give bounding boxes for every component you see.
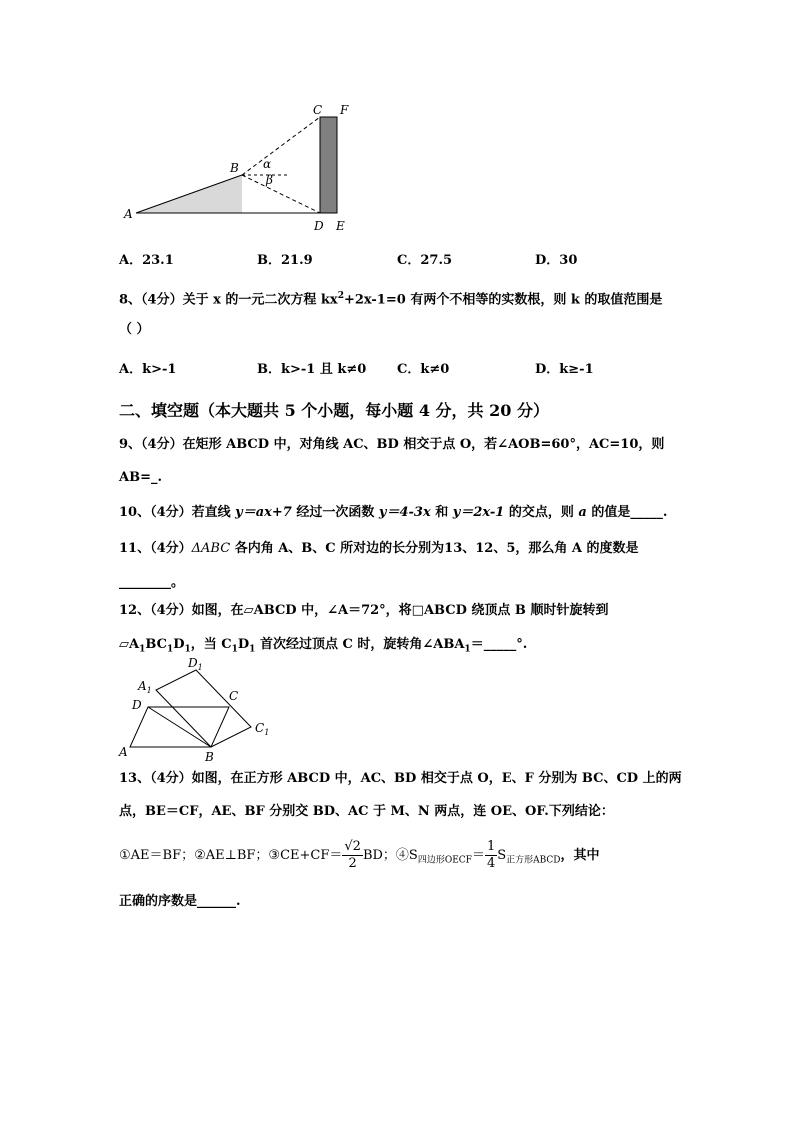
figure-q7-diagram [118, 100, 368, 235]
q11-stem: 11、（4分）ΔABC 各内角 A、B、C 所对边的长分别为13、12、5，那么角 A 的度数是 [119, 541, 639, 556]
label-D: D [132, 698, 142, 712]
q8-option-b: B．k>-1 且 k≠0 [257, 362, 367, 377]
building-rect [320, 117, 337, 213]
q7-option-d: D．30 [535, 253, 578, 268]
q13-line2: 点，BE＝CF，AE、BF 分别交 BD、AC 于 M、N 两点，连 OE、OF.下列结论： [119, 804, 614, 819]
sight-line-up [242, 117, 320, 175]
diagonal-db [148, 707, 211, 747]
label-C1: $C_1$ [255, 721, 270, 737]
label-beta: β [266, 173, 273, 187]
label-E: E [336, 219, 345, 233]
q8-paren: （ ） [119, 322, 150, 337]
label-F: F [340, 103, 349, 117]
label-C: C [313, 103, 323, 117]
label-D: D [314, 219, 324, 233]
q13-line4: 正确的序数是______. [119, 894, 241, 909]
q8-option-a: A．k>-1 [119, 362, 177, 377]
label-A: A [119, 745, 128, 759]
label-B: B [205, 750, 214, 764]
q7-option-a: A．23.1 [119, 253, 174, 268]
q9-line1: 9、（4分）在矩形 ABCD 中，对角线 AC、BD 相交于点 O，若∠AOB=60°，AC=10，则 [119, 437, 665, 452]
q12-line1: 12、（4分）如图，在▱ABCD 中，∠A＝72°，将□ABCD 绕顶点 B 顺时针旋转到 [119, 603, 609, 618]
section-2-title: 二、填空题（本大题共 5 个小题，每小题 4 分，共 20 分） [119, 401, 549, 420]
q10-stem: 10、（4分）若直线 y＝ax+7 经过一次函数 y＝4-3x 和 y＝2x-1 的交点，则 a 的值是_____. [119, 505, 668, 520]
label-A1: $A_1$ [138, 679, 152, 695]
label-C: C [229, 689, 239, 703]
sight-line-down [242, 175, 320, 213]
q11-blank: ________。 [119, 575, 185, 590]
q8-option-c: C．k≠0 [397, 362, 450, 377]
q8-option-d: D．k≥-1 [535, 362, 594, 377]
label-B: B [230, 161, 239, 175]
parallelogram-a1bc1d1 [156, 670, 251, 747]
q8-stem: 8、（4分）关于 x 的一元二次方程 $kx^2+2x-1=0$ 有两个不相等的实数根，则 k 的取值范围是 [119, 291, 663, 308]
q13-line1: 13、（4分）如图，在正方形 ABCD 中，AC、BD 相交于点 O，E、F 分别为 BC、CD 上的两 [119, 771, 682, 786]
q12-line2: $▱A_1BC_1D_1$，当 $C_1D_1$ 首次经过顶点 C 时，旋转角$\angle ABA_1=\_\_\_\_\_^\circ$. [119, 637, 528, 655]
label-alpha: α [263, 157, 272, 171]
q7-option-b: B．21.9 [257, 253, 313, 268]
fraction-sqrt2-over-2: $\frac{√2}{2}$ [344, 839, 361, 871]
fraction-one-quarter: $\frac{1}{4}$ [486, 839, 496, 871]
q7-option-c: C．27.5 [397, 253, 453, 268]
label-D1: $D_1$ [188, 656, 203, 672]
q13-conclusions: ①AE＝BF；②AE⊥BF；③CE+CF＝ $\frac{√2}{2}$ BD；$④S_{四边形OECF}=$ $\frac{1}{4}$ $S_{正方形ABCD}$，其中 [119, 839, 600, 871]
q9-line2: AB=_. [119, 470, 162, 485]
label-A: A [124, 207, 133, 221]
figure-q12-diagram [116, 652, 276, 764]
